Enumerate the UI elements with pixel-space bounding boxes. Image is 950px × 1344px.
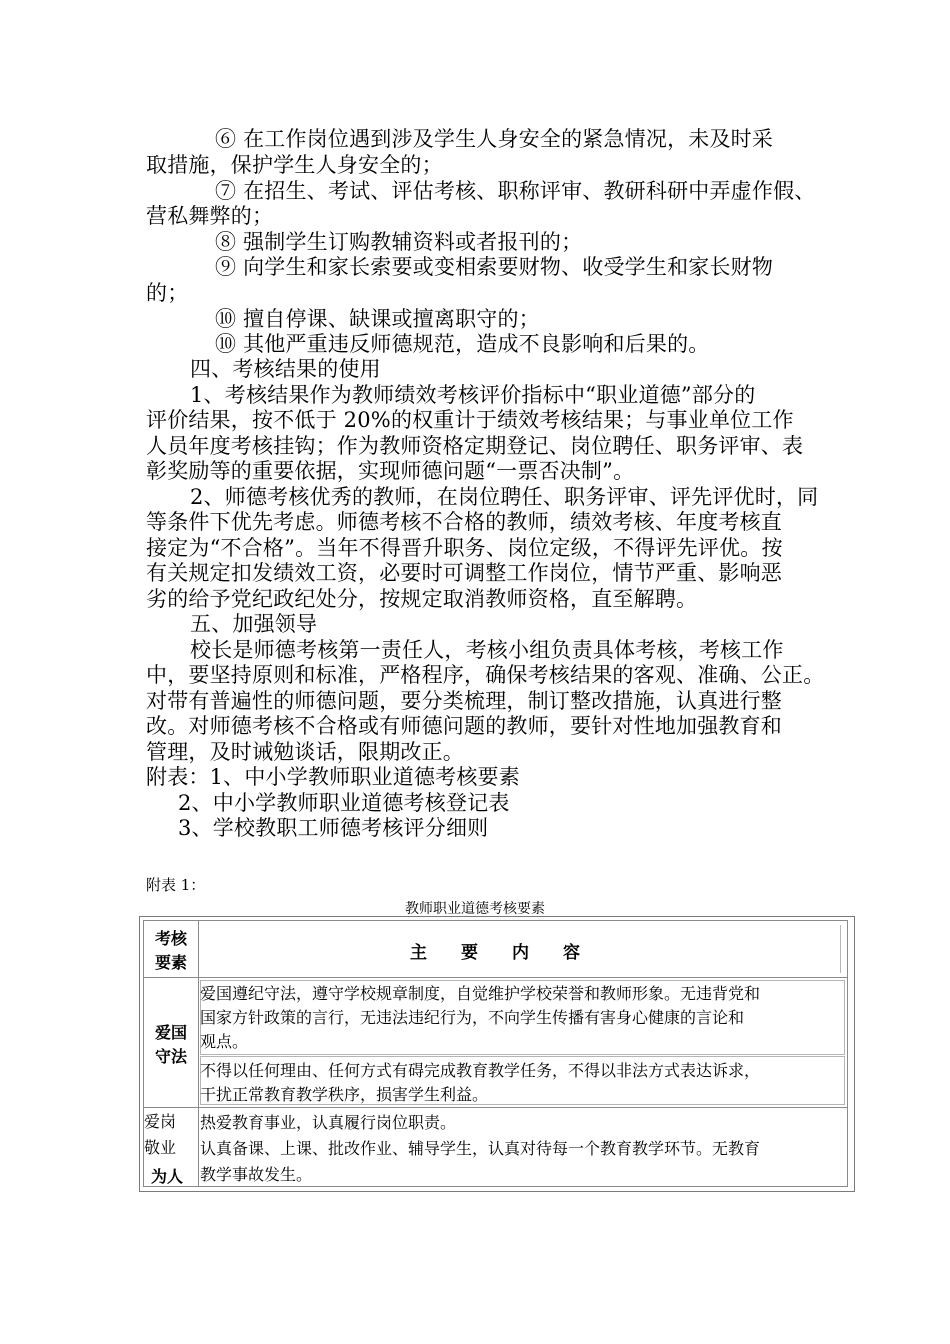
body-line: 对带有普遍性的师德问题，要分类梳理，制订整改措施，认真进行整 [146, 689, 782, 713]
row2-content-line: 教学事故发生。 [200, 1165, 313, 1184]
row2-content-line: 认真备课、上课、批改作业、辅导学生，认真对待每一个教育教学环节。无教育 [200, 1139, 761, 1158]
body-line: 管理，及时诫勉谈话，限期改正。 [146, 740, 464, 764]
body-line: 2、师德考核优秀的教师，在岗位聘任、职务评审、评先评优时，同 [190, 485, 819, 509]
header-category-line1: 考核 [154, 929, 187, 948]
row1-label-line1: 爱国 [154, 1023, 187, 1042]
row1-block1-line: 爱国遵纪守法，遵守学校规章制度，自觉维护学校荣誉和教师形象。无违背党和 [200, 984, 761, 1003]
body-line: 的； [146, 281, 189, 305]
row1-block1-line: 观点。 [200, 1032, 249, 1051]
body-line: 彰奖励等的重要依据，实现师德问题“一票否决制”。 [146, 459, 635, 483]
body-line: 人员年度考核挂钩；作为教师资格定期登记、岗位聘任、职务评审、表 [146, 434, 804, 458]
body-line: 营私舞弊的； [146, 204, 274, 228]
body-line: 1、考核结果作为教师绩效考核评价指标中“职业道德”部分的 [190, 383, 756, 407]
row1-block2-line: 干扰正常教育教学秩序，损害学生利益。 [200, 1085, 489, 1104]
body-line: 评价结果，按不低于 20%的权重计于绩效考核结果；与事业单位工作 [146, 408, 794, 432]
header-category-line2: 要素 [154, 953, 187, 972]
table-title: 教师职业道德考核要素 [405, 901, 545, 917]
row2-content-line: 热爱教育事业，认真履行岗位职责。 [200, 1113, 457, 1132]
body-line: ⑩ 擅自停课、缺课或擅离职守的； [215, 307, 540, 331]
row2-label-line2: 敬业 [144, 1138, 177, 1157]
appendix-list-item: 附表：1、中小学教师职业道德考核要素 [146, 765, 520, 789]
header-right-edge [840, 925, 841, 973]
row1-block2-line: 不得以任何理由、任何方式有碍完成教育教学任务，不得以非法方式表达诉求， [200, 1061, 761, 1080]
body-line: 中，要坚持原则和标准，严格程序，确保考核结果的客观、准确、公正。 [146, 663, 825, 687]
body-line: 劣的给予党纪政纪处分，按规定取消教师资格，直至解聘。 [146, 587, 698, 611]
row2-label-line3: 为人 [151, 1167, 184, 1186]
criteria-table [139, 916, 855, 1192]
body-line: ⑨ 向学生和家长索要或变相索要财物、收受学生和家长财物 [215, 255, 774, 279]
row2-label-line1: 爱岗 [144, 1112, 177, 1131]
body-line: 取措施，保护学生人身安全的； [146, 153, 443, 177]
header-content-label: 主 要 内 容 [410, 943, 580, 963]
body-line: ⑩ 其他严重违反师德规范，造成不良影响和后果的。 [215, 332, 710, 356]
body-line: 校长是师德考核第一责任人，考核小组负责具体考核，考核工作 [190, 638, 784, 662]
row1-label-line2: 守法 [154, 1047, 187, 1066]
appendix-list-item: 2、中小学教师职业道德考核登记表 [178, 791, 510, 815]
body-line: ⑧ 强制学生订购教辅资料或者报刊的； [215, 230, 583, 254]
body-line: 改。对师德考核不合格或有师德问题的教师，要针对性地加强教育和 [146, 714, 782, 738]
body-line: ⑥ 在工作岗位遇到涉及学生人身安全的紧急情况，未及时采 [215, 127, 774, 151]
section-heading: 四、考核结果的使用 [190, 357, 381, 381]
appendix-list-item: 3、学校教职工师德考核评分细则 [178, 816, 489, 840]
body-line: 等条件下优先考虑。师德考核不合格的教师，绩效考核、年度考核直 [146, 510, 782, 534]
row1-block1-line: 国家方针政策的言行，无违法违纪行为，不向学生传播有害身心健康的言论和 [200, 1008, 745, 1027]
body-line: ⑦ 在招生、考试、评估考核、职称评审、教研科研中弄虚作假、 [215, 179, 816, 203]
body-line: 接定为“不合格”。当年不得晋升职务、岗位定级，不得评先评优。按 [146, 536, 783, 560]
body-line: 有关规定扣发绩效工资，必要时可调整工作岗位，情节严重、影响恶 [146, 561, 782, 585]
section-heading: 五、加强领导 [190, 612, 318, 636]
appendix-label: 附表 1： [146, 876, 206, 894]
